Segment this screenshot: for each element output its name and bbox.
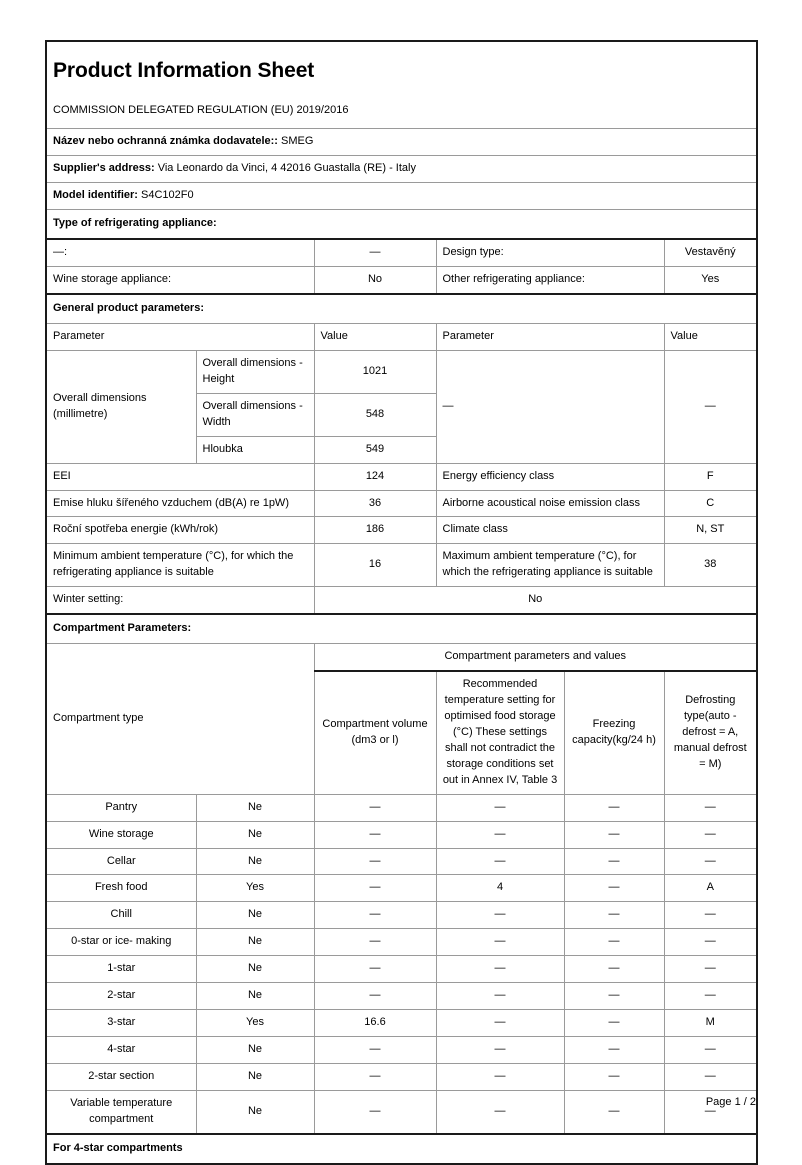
- table-row: [46, 929, 757, 956]
- appliance-type-param-left-0: —:: [46, 239, 314, 266]
- compartment-freezing-10: —: [564, 1064, 664, 1091]
- dimensions-right-value: —: [664, 350, 757, 463]
- general-row-0: [46, 463, 757, 490]
- compartment-present-5: Ne: [196, 929, 314, 956]
- compartment-present-8: Yes: [196, 1010, 314, 1037]
- compartment-temperature-7: —: [436, 983, 564, 1010]
- compartment-temperature-10: —: [436, 1064, 564, 1091]
- compartment-temperature-4: —: [436, 902, 564, 929]
- general-header-row: [46, 323, 757, 350]
- compartment-defrost-4: —: [664, 902, 757, 929]
- table-row: [46, 902, 757, 929]
- appliance-type-row-0: [46, 239, 757, 266]
- general-param-right-1: Airborne acoustical noise emission class: [436, 490, 664, 517]
- page-title-cell: [46, 41, 757, 96]
- compartment-freezing-1: —: [564, 821, 664, 848]
- compartment-volume-11: —: [314, 1090, 436, 1133]
- compartment-type-0: Pantry: [46, 794, 196, 821]
- dimensions-group-label: Overall dimensions (millimetre): [46, 350, 196, 463]
- compartment-header-temperature: Recommended temperature setting for optimised food storage (°C) These settings shall not contradict the storage conditions set out in Annex IV, Table 3: [436, 671, 564, 794]
- compartment-present-4: Ne: [196, 902, 314, 929]
- compartment-defrost-1: —: [664, 821, 757, 848]
- table-row: [46, 1010, 757, 1037]
- general-row-1: [46, 490, 757, 517]
- appliance-type-section-title: Type of refrigerating appliance:: [46, 210, 757, 239]
- appliance-type-value-left-0: —: [314, 239, 436, 266]
- general-param-right-2: Climate class: [436, 517, 664, 544]
- general-section-title: General product parameters:: [46, 294, 757, 323]
- compartment-volume-2: —: [314, 848, 436, 875]
- compartment-present-1: Ne: [196, 821, 314, 848]
- compartment-type-1: Wine storage: [46, 821, 196, 848]
- general-value-left-1: 36: [314, 490, 436, 517]
- dimensions-item-label-0: Overall dimensions - Height: [196, 350, 314, 393]
- product-information-table: [45, 40, 758, 1165]
- supplier-address-label: Supplier's address:: [53, 162, 155, 175]
- compartment-type-2: Cellar: [46, 848, 196, 875]
- supplier-trademark-value: SMEG: [281, 135, 314, 148]
- compartment-present-3: Yes: [196, 875, 314, 902]
- page-footer: Page 1 / 2: [705, 1096, 756, 1108]
- compartment-volume-10: —: [314, 1064, 436, 1091]
- compartment-temperature-11: —: [436, 1090, 564, 1133]
- dimensions-item-value-2: 549: [314, 436, 436, 463]
- compartment-volume-8: 16.6: [314, 1010, 436, 1037]
- model-identifier-cell: [46, 183, 757, 210]
- compartment-group-header-row: [46, 644, 757, 671]
- general-section-row: [46, 294, 757, 323]
- compartment-group-header: Compartment parameters and values: [314, 644, 757, 671]
- general-value-right-3: 38: [664, 544, 757, 587]
- compartment-temperature-5: —: [436, 929, 564, 956]
- compartment-type-11: Variable temperature compartment: [46, 1090, 196, 1133]
- compartment-volume-7: —: [314, 983, 436, 1010]
- general-param-left-2: Roční spotřeba energie (kWh/rok): [46, 517, 314, 544]
- general-row-2: [46, 517, 757, 544]
- model-identifier-label: Model identifier:: [53, 189, 138, 202]
- table-row: [46, 956, 757, 983]
- compartment-freezing-5: —: [564, 929, 664, 956]
- compartment-type-10: 2-star section: [46, 1064, 196, 1091]
- compartment-type-8: 3-star: [46, 1010, 196, 1037]
- compartment-defrost-11: —: [664, 1090, 757, 1133]
- compartment-temperature-0: —: [436, 794, 564, 821]
- compartment-temperature-9: —: [436, 1037, 564, 1064]
- compartment-temperature-3: 4: [436, 875, 564, 902]
- compartment-type-9: 4-star: [46, 1037, 196, 1064]
- document-page: [45, 40, 756, 1165]
- compartment-present-7: Ne: [196, 983, 314, 1010]
- dimensions-item-label-2: Hloubka: [196, 436, 314, 463]
- compartment-volume-0: —: [314, 794, 436, 821]
- dimensions-item-label-1: Overall dimensions - Width: [196, 393, 314, 436]
- supplier-trademark-cell: [46, 129, 757, 156]
- appliance-type-value-right-0: Vestavěný: [664, 239, 757, 266]
- general-header-parameter-left: Parameter: [46, 323, 314, 350]
- compartment-defrost-2: —: [664, 848, 757, 875]
- compartment-defrost-6: —: [664, 956, 757, 983]
- appliance-type-param-right-1: Other refrigerating appliance:: [436, 267, 664, 294]
- compartment-present-11: Ne: [196, 1090, 314, 1133]
- compartment-freezing-0: —: [564, 794, 664, 821]
- general-value-right-2: N, ST: [664, 517, 757, 544]
- four-star-section-row: [46, 1134, 757, 1164]
- compartment-freezing-9: —: [564, 1037, 664, 1064]
- appliance-type-value-left-1: No: [314, 267, 436, 294]
- appliance-type-section-row: [46, 210, 757, 239]
- compartment-type-5: 0-star or ice- making: [46, 929, 196, 956]
- dimensions-item-value-1: 548: [314, 393, 436, 436]
- compartment-freezing-2: —: [564, 848, 664, 875]
- model-identifier-value: S4C102F0: [141, 189, 194, 202]
- compartment-type-6: 1-star: [46, 956, 196, 983]
- four-star-section-title: For 4-star compartments: [46, 1134, 757, 1164]
- general-param-left-0: EEI: [46, 463, 314, 490]
- appliance-type-param-left-1: Wine storage appliance:: [46, 267, 314, 294]
- general-row-3: [46, 544, 757, 587]
- compartment-type-header: Compartment type: [46, 644, 314, 795]
- compartment-freezing-8: —: [564, 1010, 664, 1037]
- table-row: [46, 1064, 757, 1091]
- compartment-defrost-8: M: [664, 1010, 757, 1037]
- compartment-section-row: [46, 614, 757, 643]
- compartment-temperature-1: —: [436, 821, 564, 848]
- winter-setting-value: No: [314, 587, 757, 614]
- compartment-header-freezing: Freezing capacity(kg/24 h): [564, 671, 664, 794]
- general-value-right-0: F: [664, 463, 757, 490]
- winter-setting-label: Winter setting:: [46, 587, 314, 614]
- compartment-defrost-5: —: [664, 929, 757, 956]
- table-row: [46, 794, 757, 821]
- table-row: [46, 848, 757, 875]
- page-title: Product Information Sheet: [53, 59, 315, 82]
- general-header-parameter-right: Parameter: [436, 323, 664, 350]
- regulation-row: [46, 96, 757, 128]
- supplier-trademark-row: [46, 129, 757, 156]
- compartment-volume-4: —: [314, 902, 436, 929]
- compartment-freezing-3: —: [564, 875, 664, 902]
- winter-setting-row: [46, 587, 757, 614]
- general-header-value-right: Value: [664, 323, 757, 350]
- compartment-present-6: Ne: [196, 956, 314, 983]
- general-param-left-1: Emise hluku šířeného vzduchem (dB(A) re 1pW): [46, 490, 314, 517]
- compartment-volume-6: —: [314, 956, 436, 983]
- general-param-right-0: Energy efficiency class: [436, 463, 664, 490]
- general-header-value-left: Value: [314, 323, 436, 350]
- compartment-freezing-7: —: [564, 983, 664, 1010]
- general-value-left-3: 16: [314, 544, 436, 587]
- compartment-defrost-9: —: [664, 1037, 757, 1064]
- dimensions-right-param: —: [436, 350, 664, 463]
- general-value-left-0: 124: [314, 463, 436, 490]
- general-value-left-2: 186: [314, 517, 436, 544]
- compartment-section-title: Compartment Parameters:: [46, 614, 757, 643]
- compartment-defrost-10: —: [664, 1064, 757, 1091]
- compartment-present-2: Ne: [196, 848, 314, 875]
- table-row: [46, 875, 757, 902]
- compartment-volume-9: —: [314, 1037, 436, 1064]
- dimensions-item-value-0: 1021: [314, 350, 436, 393]
- compartment-type-4: Chill: [46, 902, 196, 929]
- general-value-right-1: C: [664, 490, 757, 517]
- supplier-trademark-label: Název nebo ochranná známka dodavatele::: [53, 135, 278, 148]
- appliance-type-param-right-0: Design type:: [436, 239, 664, 266]
- model-identifier-row: [46, 183, 757, 210]
- regulation-text: COMMISSION DELEGATED REGULATION (EU) 2019/2016: [46, 96, 757, 128]
- appliance-type-value-right-1: Yes: [664, 267, 757, 294]
- table-row: [46, 983, 757, 1010]
- compartment-defrost-7: —: [664, 983, 757, 1010]
- compartment-defrost-3: A: [664, 875, 757, 902]
- general-param-right-3: Maximum ambient temperature (°C), for which the refrigerating appliance is suitable: [436, 544, 664, 587]
- compartment-temperature-6: —: [436, 956, 564, 983]
- table-row: [46, 1037, 757, 1064]
- appliance-type-row-1: [46, 267, 757, 294]
- compartment-volume-5: —: [314, 929, 436, 956]
- compartment-present-10: Ne: [196, 1064, 314, 1091]
- general-param-left-3: Minimum ambient temperature (°C), for which the refrigerating appliance is suitable: [46, 544, 314, 587]
- compartment-freezing-4: —: [564, 902, 664, 929]
- supplier-address-value: Via Leonardo da Vinci, 4 42016 Guastalla (RE) - Italy: [157, 162, 416, 175]
- table-row: [46, 821, 757, 848]
- compartment-volume-1: —: [314, 821, 436, 848]
- compartment-freezing-11: —: [564, 1090, 664, 1133]
- compartment-type-3: Fresh food: [46, 875, 196, 902]
- compartment-type-7: 2-star: [46, 983, 196, 1010]
- compartment-present-0: Ne: [196, 794, 314, 821]
- compartment-freezing-6: —: [564, 956, 664, 983]
- compartment-defrost-0: —: [664, 794, 757, 821]
- supplier-address-row: [46, 156, 757, 183]
- supplier-address-cell: [46, 156, 757, 183]
- compartment-header-volume: Compartment volume (dm3 or l): [314, 671, 436, 794]
- compartment-present-9: Ne: [196, 1037, 314, 1064]
- title-row: [46, 41, 757, 96]
- compartment-temperature-8: —: [436, 1010, 564, 1037]
- compartment-temperature-2: —: [436, 848, 564, 875]
- compartment-volume-3: —: [314, 875, 436, 902]
- dimensions-row-0: [46, 350, 757, 393]
- compartment-header-defrost: Defrosting type(auto - defrost = A, manual defrost = M): [664, 671, 757, 794]
